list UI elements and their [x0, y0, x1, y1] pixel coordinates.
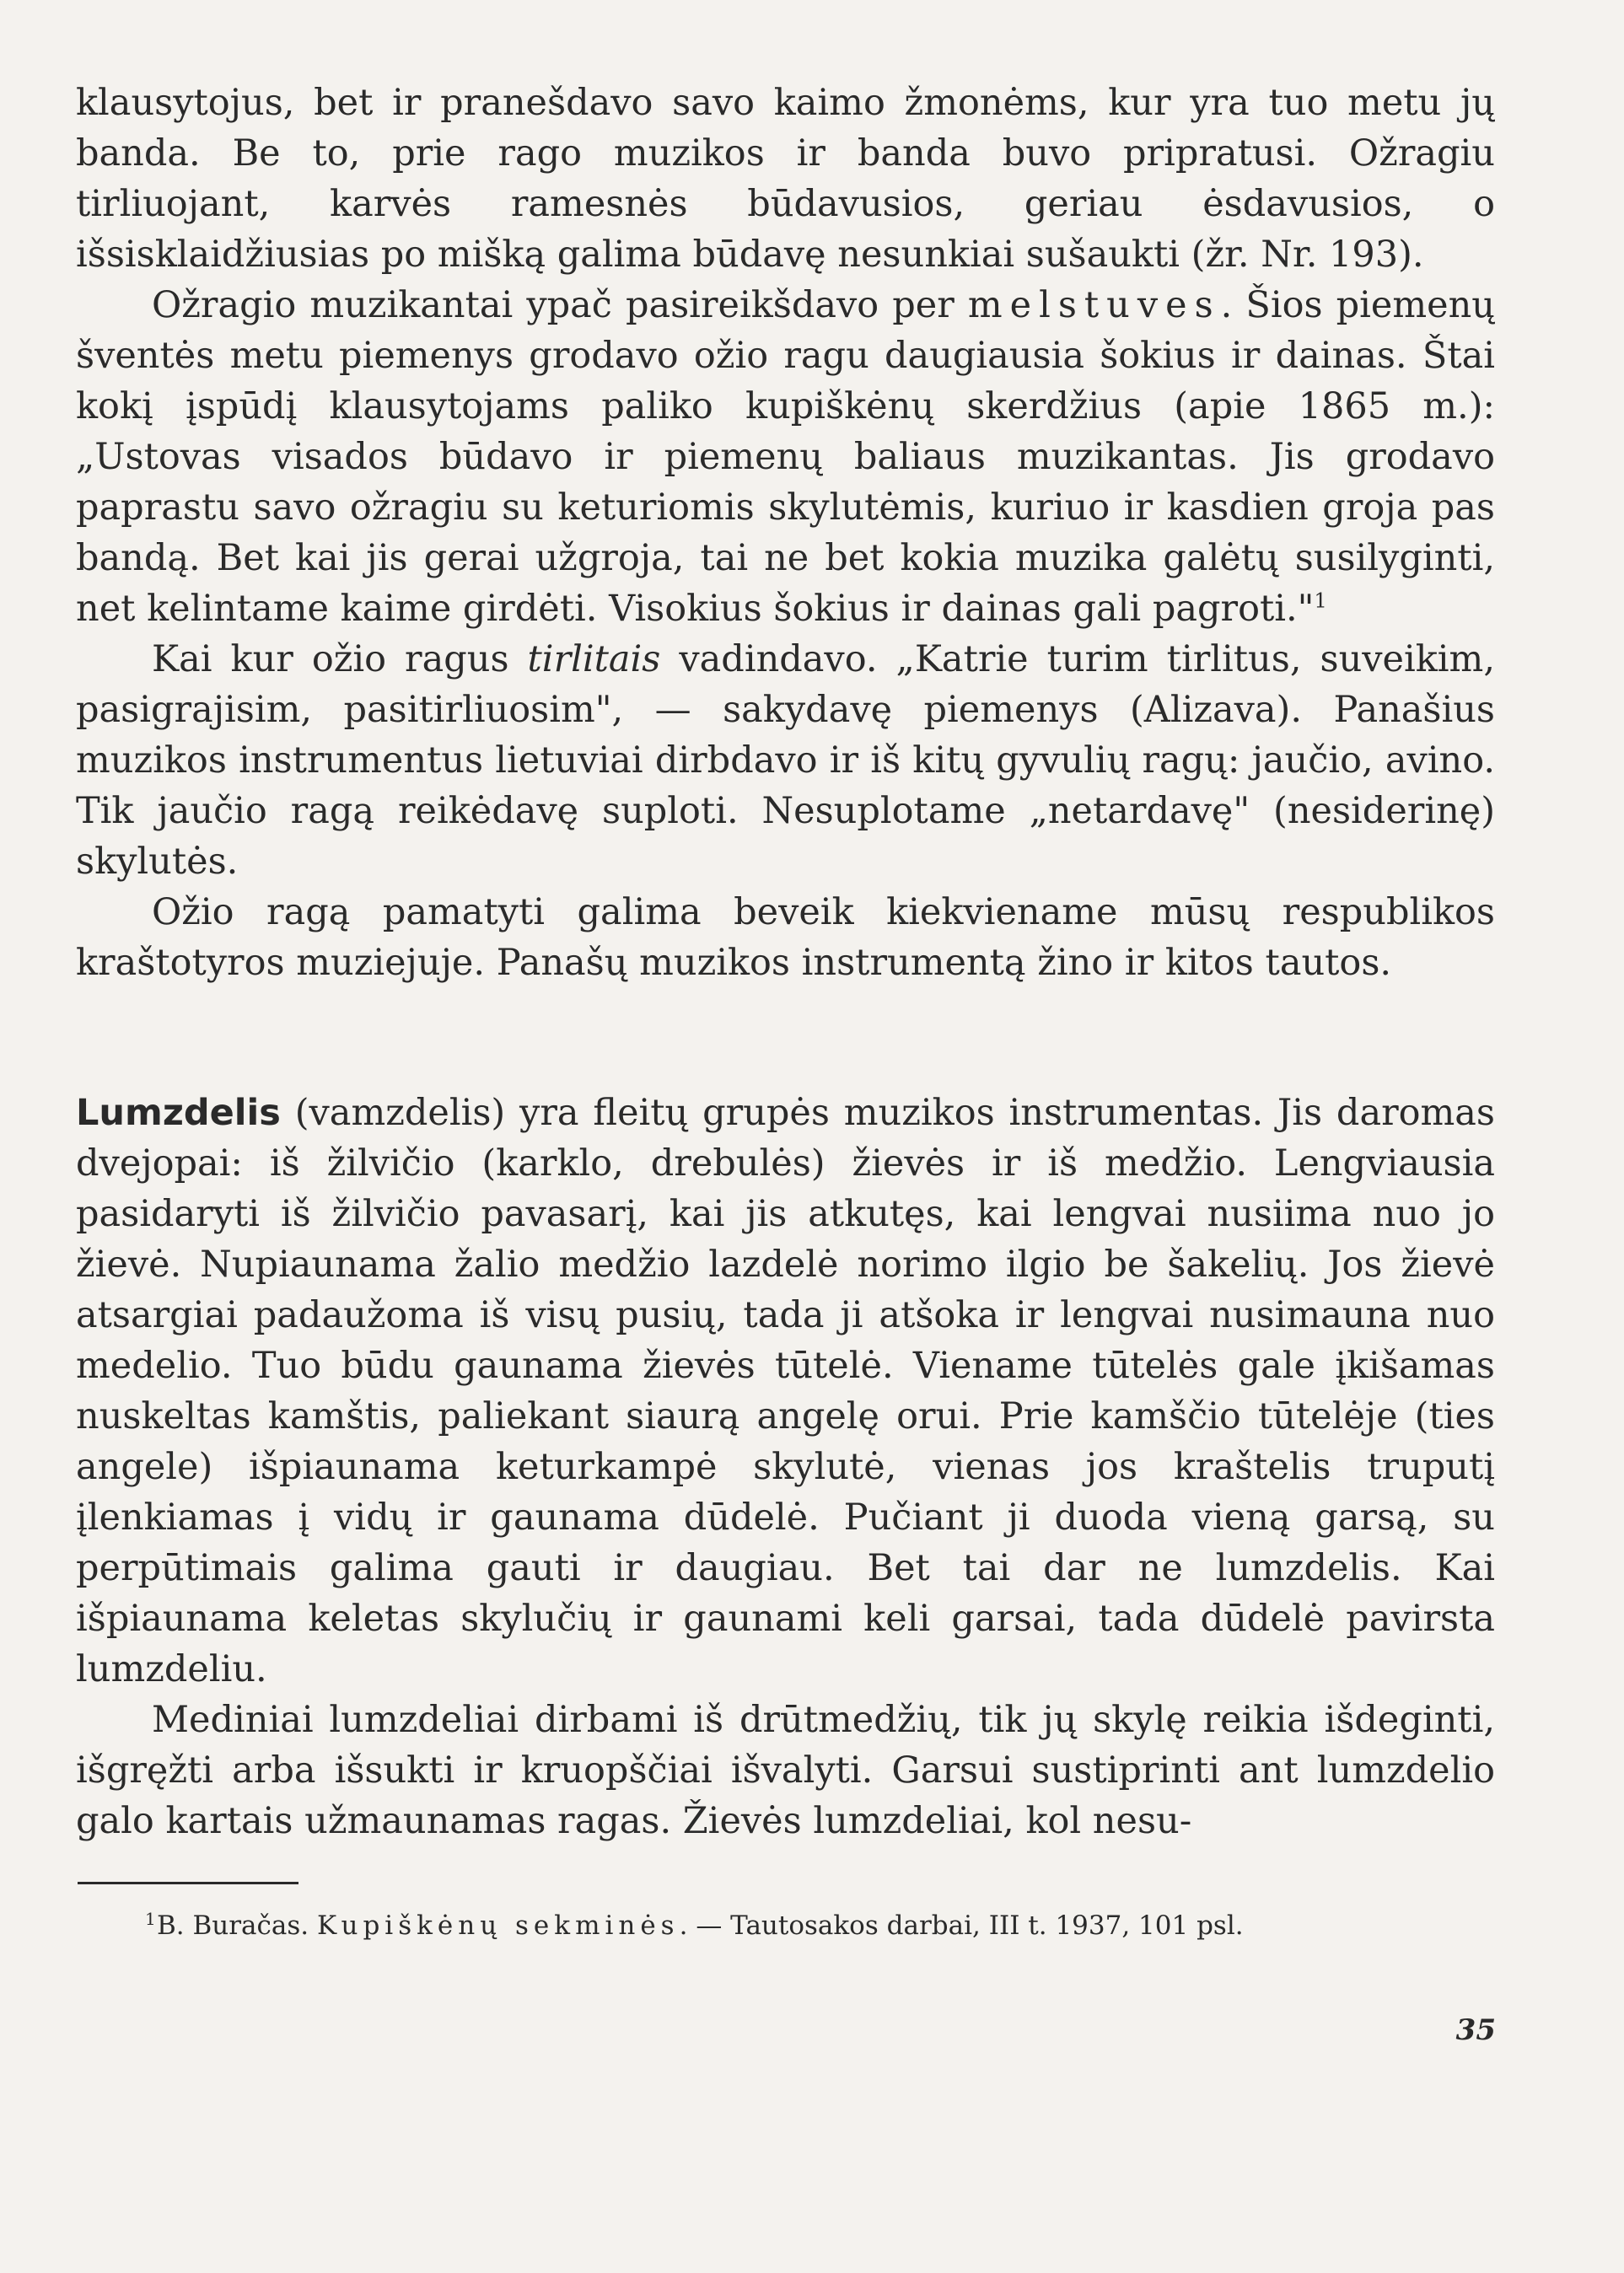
- paragraph-melstuves: [76, 280, 1495, 634]
- footnote-divider: [78, 1882, 298, 1884]
- paragraph-museum: [76, 887, 1495, 988]
- section-heading-term: Lumzdelis: [76, 1092, 281, 1134]
- footnote: [145, 1907, 1498, 1944]
- paragraph-continuation: [76, 78, 1495, 280]
- body-text-lumzdelis: [76, 1088, 1495, 1846]
- italic-term: tirlitais: [527, 638, 661, 680]
- footnote-mark: 1: [145, 1909, 156, 1929]
- paragraph-text: klausytojus, bet ir pranešdavo savo kaimo žmonėms, kur yra tuo metu jų banda. Be to, prie rago muzikos ir banda buvo pripratusi. Ožragiu tirliuojant, karvės ramesnės būdavusios, geriau ėsdavusios, o išsisklaidžiusias po mišką galima būdavę nesunkiai sušaukti (žr. Nr. 193).: [76, 82, 1495, 276]
- spaced-term: melstuves: [967, 284, 1221, 326]
- paragraph-text: Mediniai lumzdeliai dirbami iš drūtmedžių, tik jų skylę reikia išdeginti, išgręžti arba išsukti ir kruopščiai išvalyti. Garsui sustiprinti ant lumzdelio galo kartais užmaunamas ragas. Žievės lumzdeliai, kol nesu-: [76, 1699, 1495, 1842]
- page-number: 35: [1455, 2013, 1496, 2047]
- footnote-text: B. Buračas.: [157, 1910, 317, 1941]
- paragraph-text: vadindavo. „Katrie turim tirlitus, suveikim, pasigrajisim, pasitirliuosim", — sakydavę piemenys (Alizava). Panašius muzikos instrumentus lietuviai dirbdavo ir iš kitų gyvulių ragų: jaučio, avino. Tik jaučio ragą reikėdavę suploti. Nesuplotame „netardavę" (nesiderinę) skylutės.: [76, 638, 1496, 883]
- paragraph-mediniai: [76, 1695, 1495, 1846]
- paragraph-text: (vamzdelis) yra fleitų grupės muzikos instrumentas. Jis daromas dvejopai: iš žilvičio (karklo, drebulės) žievės ir iš medžio. Lengviausia pasidaryti iš žilvičio pavasarį, kai jis atkutęs, kai lengvai nusiima nuo jo žievė. Nupiaunama žalio medžio lazdelė norimo ilgio be šakelių. Jos žievė atsargiai padaužoma iš visų pusių, tada ji atšoka ir lengvai nusimauna nuo medelio. Tuo būdu gaunama žievės tūtelė. Viename tūtelės gale įkišamas nuskeltas kamštis, paliekant siaurą angelę orui. Prie kamščio tūtelėje (ties angele) išpiaunama keturkampė skylutė, vienas jos kraštelis truputį įlenkiamas į vidų ir gaunama dūdelė. Pučiant ji duoda vieną garsą, su perpūtimais galima gauti ir daugiau. Bet tai dar ne lumzdelis. Kai išpiaunama keletas skylučių ir gaunami keli garsai, tada dūdelė pavirsta lumzdeliu.: [76, 1092, 1495, 1690]
- paragraph-lumzdelis: [76, 1088, 1495, 1695]
- paragraph-text: . Šios piemenų šventės metu piemenys grodavo ožio ragu daugiausia šokius ir dainas. Štai kokį įspūdį klausytojams paliko kupiškėnų skerdžius (apie 1865 m.): „Ustovas visados būdavo ir piemenų baliaus muzikantas. Jis grodavo paprastu savo ožragiu su keturiomis skylutėmis, kuriuo ir kasdien groja pas bandą. Bet kai jis gerai užgroja, tai ne bet kokia muzika galėtų susilyginti, net kelintame kaime girdėti. Visokius šokius ir dainas gali pagroti.": [76, 284, 1495, 630]
- paragraph-text: Ožio ragą pamatyti galima beveik kiekviename mūsų respublikos kraštotyros muziejuje. Panašų muzikos instrumentą žino ir kitos tautos.: [76, 891, 1495, 984]
- paragraph-tirlitai: [76, 634, 1495, 887]
- body-text-upper: [76, 78, 1495, 988]
- paragraph-text: Ožragio muzikantai ypač pasireikšdavo per: [152, 284, 968, 326]
- footnote-reference: 1: [1314, 588, 1327, 613]
- footnote-text: . — Tautosakos darbai, III t. 1937, 101 psl.: [679, 1910, 1244, 1941]
- paragraph-text: Kai kur ožio ragus: [152, 638, 528, 680]
- footnote-spaced-title: Kupiškėnų sekminės: [317, 1910, 680, 1941]
